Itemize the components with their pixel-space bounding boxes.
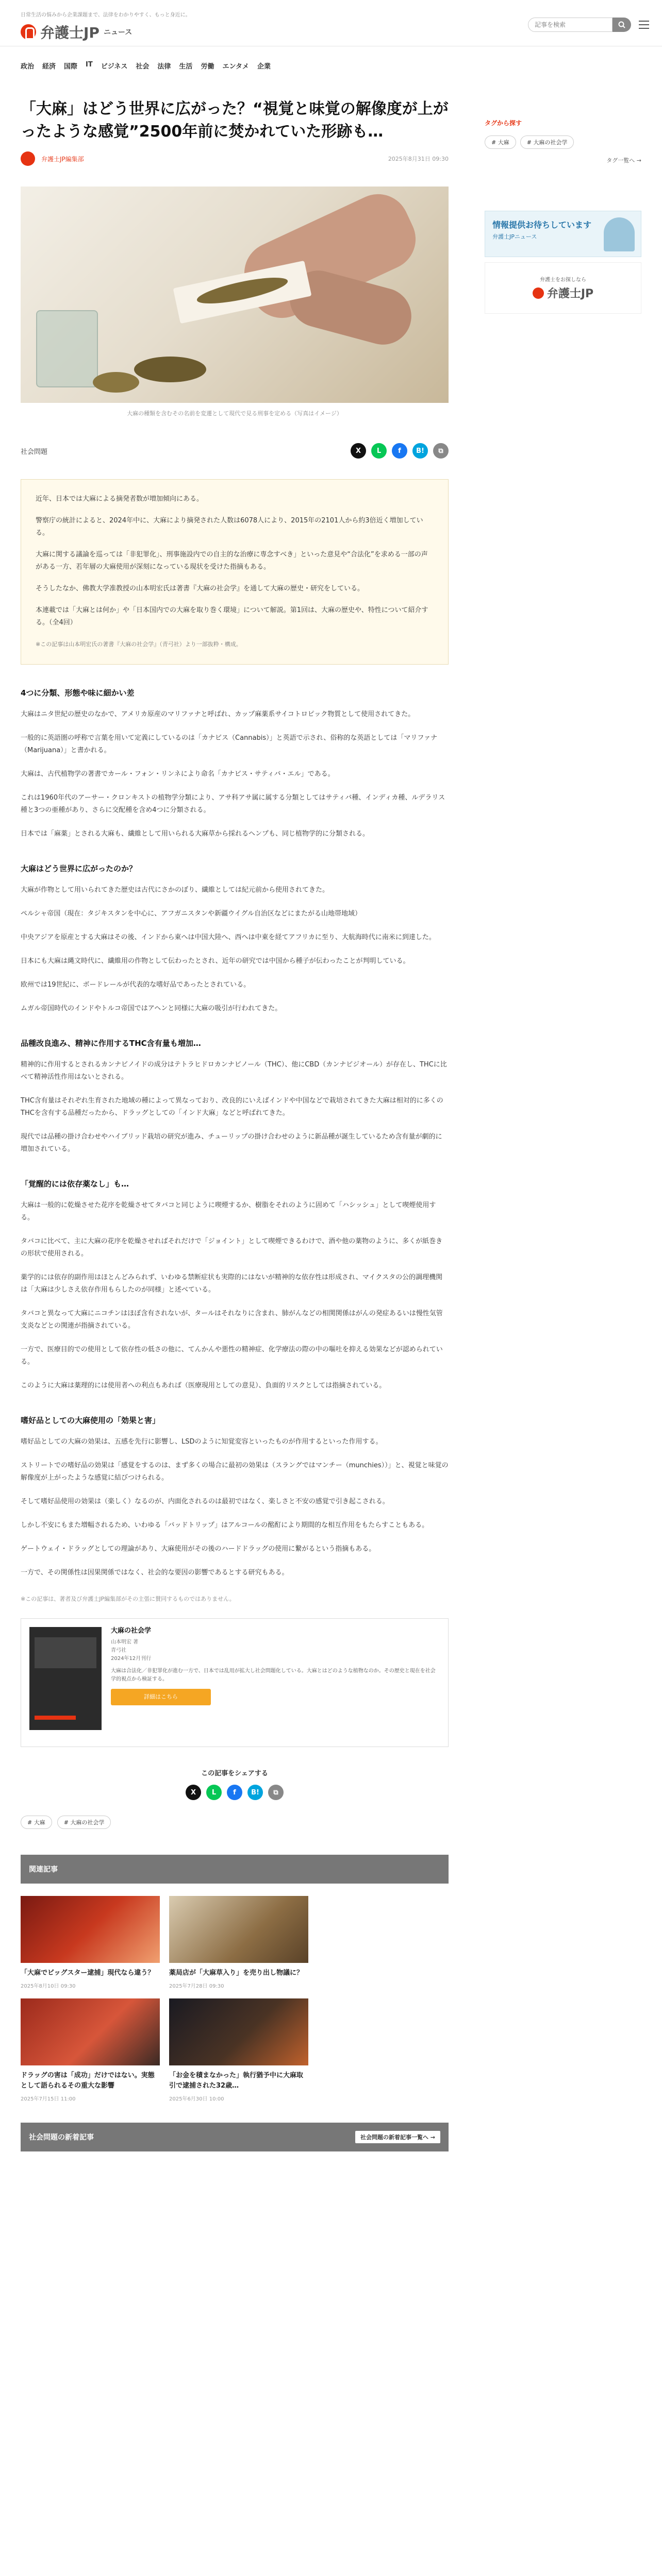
paragraph: タバコと異なって大麻にニコチンはほぼ含有されないが、タールはそれなりに含まれ、肺がんなどの相関関係はがんの発症あるいは慢性気管支炎などとの関連が指摘されている。 bbox=[21, 1310, 443, 1330]
nav-item[interactable]: 企業 bbox=[257, 63, 271, 71]
sidebar bbox=[485, 118, 641, 314]
logo-text: 弁護士JP bbox=[40, 24, 100, 41]
book-detail-button[interactable]: 詳細はこちら bbox=[111, 1689, 211, 1705]
share-bottom bbox=[21, 1768, 449, 1800]
related-heading: 関連記事 bbox=[21, 1855, 449, 1884]
author-name[interactable]: 弁護士JP編集部 bbox=[41, 155, 84, 163]
book-cover[interactable] bbox=[29, 1627, 102, 1730]
paragraph: 大麻が作物として用いられてきた歴史は古代にさかのぼり、繊維としては紀元前から使用されてきた。 bbox=[21, 886, 329, 894]
related-thumbnail bbox=[169, 1998, 308, 2065]
byline bbox=[21, 151, 449, 166]
nav-item[interactable]: IT bbox=[86, 61, 93, 69]
tag-chip[interactable]: # 大麻の社会学 bbox=[57, 1816, 111, 1829]
related-item[interactable] bbox=[21, 1896, 160, 1989]
search-icon bbox=[618, 21, 625, 28]
related-title: 「大麻でビッグスター逮捕」現代なら違う？ bbox=[21, 1969, 155, 1977]
paragraph: ペルシャ帝国（現在：タジキスタンを中心に、アフガニスタンや新疆ウイグル自治区などにまたがる山地帯地域） bbox=[21, 910, 361, 918]
latest-articles bbox=[21, 2123, 449, 2151]
tag-chip[interactable]: # 大麻 bbox=[485, 135, 516, 149]
paragraph: ゲートウェイ・ドラッグとしての理論があり、大麻使用がその後のハードドラッグの使用に繋がるという指摘もある。 bbox=[21, 1545, 376, 1553]
category-label[interactable]: 社会問題 bbox=[21, 448, 48, 456]
article-title: 「大麻」はどう世界に広がった？“視覚と味覚の解像度が上がったような感覚”2500年前に焚かれていた形跡も… bbox=[21, 100, 449, 141]
book-meta: 山本明宏 著 青弓社 2024年12月刊行 bbox=[111, 1639, 152, 1662]
tag-list-link[interactable]: タグ一覧へ → bbox=[606, 157, 641, 164]
paragraph: これは1960年代のアーサー・クロンキストの植物学分類により、アサ科アサ属に属する分類としてはサティバ種、インディカ種、ルデラリス種と3つの亜種があり、さらに交配種を含め4つに分類される。 bbox=[21, 794, 445, 814]
related-grid bbox=[21, 1896, 449, 2102]
share-icons bbox=[351, 443, 449, 459]
x-icon[interactable]: X bbox=[186, 1785, 201, 1800]
lead-paragraph: 近年、日本では大麻による摘発者数が増加傾向にある。 bbox=[36, 495, 204, 503]
line-icon[interactable]: L bbox=[371, 443, 387, 459]
hatena-icon[interactable]: B! bbox=[412, 443, 428, 459]
sidebar-tags bbox=[485, 135, 641, 149]
promo-logo bbox=[533, 285, 593, 301]
related-date: 2025年6月30日 10:00 bbox=[169, 2096, 224, 2102]
related-thumbnail bbox=[21, 1998, 160, 2065]
site-header bbox=[0, 0, 662, 46]
promo-logo-text: 弁護士JP bbox=[547, 287, 594, 300]
site-logo[interactable] bbox=[21, 22, 132, 42]
nav-item[interactable]: エンタメ bbox=[222, 63, 249, 71]
related-item[interactable] bbox=[169, 1896, 308, 1989]
related-thumbnail bbox=[169, 1896, 308, 1963]
lead-note: ※この記事は山本明宏氏の著書『大麻の社会学』（青弓社）より一部抜粋・構成。 bbox=[36, 641, 242, 648]
paragraph: 大麻はニタ世紀の歴史のなかで、アメリカ原産のマリファナと呼ばれ、カップ麻薬系サイコトロピック物質として使用されてきた。 bbox=[21, 710, 415, 718]
banner-title: 情報提供お待ちしています bbox=[492, 220, 592, 230]
paragraph: THC含有量はそれぞれ生育された地域の種によって異なっており、改良的にいえばインドや中国などで栽培されてきた大麻は相対的に多くのTHCを含有する品種だったから、ドラッグとしての「インド大麻」などと呼ばれてきた。 bbox=[21, 1097, 443, 1117]
site-tagline: 日常生活の悩みから企業課題まで、法律をわかりやすく、もっと身近に。 bbox=[21, 12, 191, 18]
related-date: 2025年8月10日 09:30 bbox=[21, 1984, 76, 1989]
paragraph: 大麻は一般的に乾燥させた花序を乾燥させてタバコと同じように喫煙するか、樹脂をそれのように固めて「ハシッシュ」として喫煙使用する。 bbox=[21, 1201, 436, 1222]
latest-heading bbox=[21, 2123, 449, 2151]
tag-row bbox=[21, 1816, 449, 1829]
lead-paragraph: 本連載では「大麻とは何か」や「日本国内での大麻を取り巻く環境」について解説。第1回は、大麻の歴史や、特性について紹介する。（全4回） bbox=[36, 606, 428, 626]
paragraph: 現代では品種の掛け合わせやハイブリッド栽培の研究が進み、チューリップの掛け合わせのように新品種が誕生しているため含有量が劇的に増加されている。 bbox=[21, 1133, 442, 1153]
paragraph: 欧州では19世紀に、ボードレールが代表的な嗜好品であったとされている。 bbox=[21, 981, 251, 989]
paragraph: 嗜好品としての大麻の効果は、五感を先行に影響し、LSDのように知覚変容といったものが作用するといった作用する。 bbox=[21, 1438, 383, 1446]
menu-icon[interactable] bbox=[636, 18, 652, 32]
logo-sub-text: ニュース bbox=[103, 28, 133, 37]
paragraph: 一般的に英語圏の呼称で言葉を用いて定義にしているのは「カナビス（Cannabis）」と英語で示され、俗称的な英語としては「マリファナ（Marijuana）」と書かれる。 bbox=[21, 734, 438, 754]
paragraph: そして嗜好品使用の効果は（楽しく）なるのが、内面化されるのは最初ではなく、楽しさと不安の感覚で引き起こされる。 bbox=[21, 1498, 389, 1505]
footnote: ※この記事は、著者及び弁護士JP編集部がその主張に賛同するものではありません。 bbox=[21, 1596, 235, 1602]
related-date: 2025年7月28日 09:30 bbox=[169, 1984, 224, 1989]
related-thumbnail bbox=[21, 1896, 160, 1963]
latest-heading-text: 社会問題の新着記事 bbox=[29, 2133, 94, 2142]
publish-date: 2025年8月31日 09:30 bbox=[388, 156, 449, 162]
paragraph: 日本にも大麻は縄文時代に、繊維用の作物として伝わったとされ、近年の研究では中国から種子が伝わったことが判明している。 bbox=[21, 957, 410, 965]
section-heading: 品種改良進み、精神に作用するTHC含有量も増加… bbox=[21, 1039, 201, 1048]
tag-search-title: タグから探す bbox=[485, 120, 522, 127]
share-row bbox=[21, 443, 449, 459]
section-heading: 大麻はどう世界に広がったのか？ bbox=[21, 864, 137, 873]
related-title: ドラッグの害は「成功」だけではない。実態として語られるその重大な影響 bbox=[21, 2072, 155, 2090]
facebook-icon[interactable]: f bbox=[227, 1785, 242, 1800]
nav-item[interactable]: 生活 bbox=[179, 63, 193, 71]
hero-image bbox=[21, 187, 449, 403]
lead-paragraph: そうしたなか、佛教大学准教授の山本明宏氏は著書『大麻の社会学』を通して大麻の歴史・研究をしている。 bbox=[36, 585, 365, 592]
line-icon[interactable]: L bbox=[206, 1785, 222, 1800]
nav-item[interactable]: 労働 bbox=[201, 63, 214, 71]
paragraph: 日本では「麻薬」とされる大麻も、繊維として用いられる大麻草から採れるヘンプも、同じ植物学的に分類される。 bbox=[21, 830, 370, 838]
paragraph: しかし不安にもまた増幅されるため、いわゆる「バッドトリップ」はアルコールの酩酊により期間的な相互作用をもたらすこともある。 bbox=[21, 1521, 429, 1529]
related-articles bbox=[21, 1855, 449, 2102]
related-title: 「お金を積まなかった」執行猶予中に大麻取引で逮捕された32歳… bbox=[169, 2072, 304, 2090]
paragraph: 一方で、医療目的での使用として依存性の低さの他に、てんかんや悪性の精神症、化学療法の際の中の嘔吐を抑える効果などが認められている。 bbox=[21, 1346, 443, 1366]
lead-paragraph: 警察庁の統計によると、2024年中に、大麻により摘発された人数は6078人により、2015年の2101人から約3倍近く増加している。 bbox=[36, 517, 423, 537]
tag-chip[interactable]: # 大麻の社会学 bbox=[520, 135, 574, 149]
section-heading: 4つに分類、形態や味に細かい差 bbox=[21, 688, 135, 698]
hero-caption: 大麻の種類を含むその名前を変遷として現代で見る刑事を定める（写真はイメージ） bbox=[127, 410, 342, 417]
nav-item[interactable]: 社会 bbox=[136, 63, 150, 71]
banner-subtitle: 弁護士JPニュース bbox=[492, 233, 537, 240]
book-info bbox=[111, 1627, 440, 1738]
nav-item[interactable]: 経済 bbox=[42, 63, 56, 71]
lead-box bbox=[21, 479, 449, 665]
banner-illustration bbox=[604, 217, 635, 251]
promo-box[interactable] bbox=[485, 262, 641, 314]
logo-mark-icon bbox=[21, 24, 36, 40]
book-title: 大麻の社会学 bbox=[111, 1627, 152, 1635]
x-icon[interactable]: X bbox=[351, 443, 366, 459]
related-title: 薬局店が「大麻草入り」を売り出し物議に？ bbox=[169, 1969, 304, 1977]
share-icons-bottom bbox=[186, 1785, 284, 1800]
nav-item[interactable]: 政治 bbox=[21, 63, 35, 71]
latest-list-button[interactable]: 社会問題の新着記事一覧へ → bbox=[355, 2131, 440, 2143]
nav-item[interactable]: ビジネス bbox=[101, 63, 128, 71]
book-card bbox=[21, 1618, 449, 1747]
paragraph: このように大麻は薬理的には使用者への利点もあれば（医療現用としての意見）、負面的リスクとしては指摘されている。 bbox=[21, 1382, 386, 1389]
nav-item[interactable]: 法律 bbox=[157, 63, 171, 71]
copy-link-icon[interactable]: ⧉ bbox=[433, 443, 449, 459]
paragraph: ムガル帝国時代のインドやトルコ帝国ではアヘンと同様に大麻の吸引が行われてきた。 bbox=[21, 1005, 282, 1012]
hatena-icon[interactable]: B! bbox=[247, 1785, 263, 1800]
section-heading: 「覚醒的には依存薬なし」も… bbox=[21, 1179, 129, 1189]
paragraph: 大麻は、古代植物学の著書でカール・フォン・リンネにより命名「カナビス・サティバ・エル」である。 bbox=[21, 770, 335, 778]
search-button[interactable] bbox=[613, 18, 631, 32]
global-nav bbox=[21, 61, 279, 71]
paragraph: 一方で、その関係性は因果関係ではなく、社会的な要因の影響であるとする研究もある。 bbox=[21, 1569, 289, 1577]
related-item[interactable] bbox=[169, 1998, 308, 2102]
paragraph: ストリートでの嗜好品の効果は「感覚をするのは、まず多くの場合に最初の効果は（スラングではマンチー（munchies））」と、視覚と味覚の解像度が上がったような感覚に結びつけられる。 bbox=[21, 1462, 449, 1482]
nav-item[interactable]: 国際 bbox=[64, 63, 78, 71]
promo-text: 弁護士をお探しなら bbox=[540, 277, 586, 283]
tag-chip[interactable]: # 大麻 bbox=[21, 1816, 52, 1829]
main-column bbox=[21, 98, 449, 2151]
copy-link-icon[interactable]: ⧉ bbox=[268, 1785, 284, 1800]
facebook-icon[interactable]: f bbox=[392, 443, 407, 459]
info-banner[interactable] bbox=[485, 211, 641, 257]
lead-paragraph: 大麻に関する議論を巡っては「非犯罪化」、刑事施設内での自主的な治療に専念すべき」といった意見や“合法化”を求める一部の声がある一方、若年層の大麻使用が深刻になっている現状を受けた指摘もある。 bbox=[36, 551, 428, 571]
related-item[interactable] bbox=[21, 1998, 160, 2102]
logo-mark-icon bbox=[533, 287, 544, 299]
avatar bbox=[21, 151, 35, 166]
related-date: 2025年7月15日 11:00 bbox=[21, 2096, 76, 2102]
book-description: 大麻は合法化／非犯罪化が進む一方で、日本では乱用が拡大し社会問題化している。大麻とはどのような植物なのか。その歴史と現在を社会学的視点から検証する。 bbox=[111, 1668, 436, 1682]
share-title: この記事をシェアする bbox=[201, 1770, 268, 1777]
paragraph: 精神的に作用するとされるカンナビノイドの成分はテトラヒドロカンナビノール（THC）、他にCBD（カンナビジオール）が存在し、THCに比べて精神活性作用はないとされる。 bbox=[21, 1061, 447, 1081]
paragraph: タバコに比べて、主に大麻の花序を乾燥させればそれだけで「ジョイント」として喫煙できるわけで、酒や他の薬物のように、多くが紙巻きの形状で使用される。 bbox=[21, 1238, 443, 1258]
paragraph: 中央アジアを原産とする大麻はその後、インドから東へは中国大陸へ、西へは中東を経てアフリカに至り、大航海時代に南米に到達した。 bbox=[21, 934, 436, 941]
section-heading: 嗜好品としての大麻使用の「効果と害」 bbox=[21, 1416, 160, 1425]
search-input[interactable] bbox=[528, 18, 613, 32]
paragraph: 薬学的には依存的副作用はほとんどみられず、いわゆる禁断症状も実際的にはないが精神的な依存性は形成され、マイクスタの公的調理機関は「大麻は少しさえ依存作用もらしたのが同様」と述べている。 bbox=[21, 1274, 443, 1294]
